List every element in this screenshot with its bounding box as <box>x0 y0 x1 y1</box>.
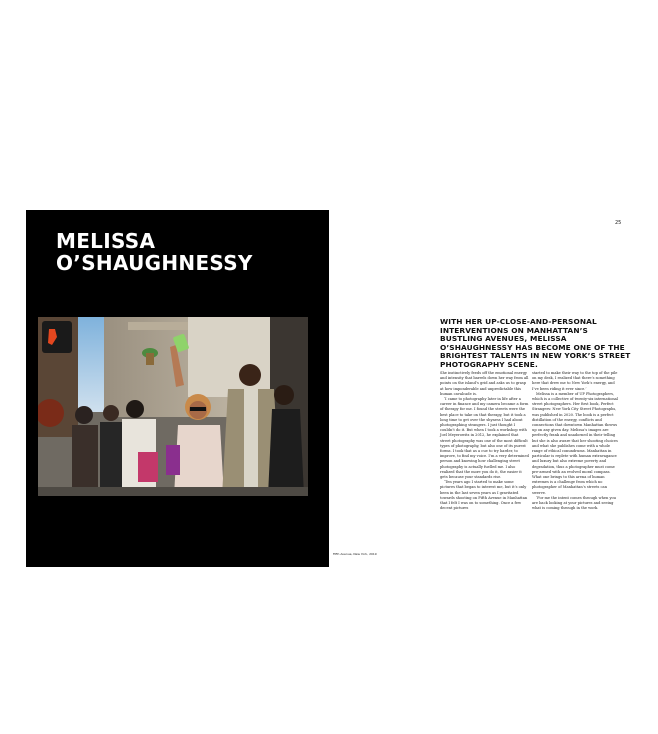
body-column-2 <box>532 371 621 511</box>
body-column-1 <box>440 371 529 511</box>
body-paragraph: She instinctively feeds off the emotional energy and intensity that barrels down her way from all points on the island’s grid and asks us to grasp at how imponderable and unpredictable this human cavalcade is. <box>440 371 529 396</box>
street-photo-illustration <box>38 317 308 496</box>
body-paragraph: ‘Ten years ago I started to make some pictures that began to interest me, but it’s only been in the last seven years as I gravitated towards shooting on Fifth Avenue in Manhattan that I felt I was on to something. Once a few decent pictures <box>440 480 528 511</box>
right-woman-head <box>274 385 294 405</box>
street-photograph <box>38 317 308 496</box>
man-head <box>239 364 261 386</box>
title-line-2: O’SHAUGHNESSY <box>56 251 253 275</box>
title-line-1: MELISSA <box>56 229 156 253</box>
photo-caption: Fifth Avenue, New York, 2019 <box>333 552 377 556</box>
body-paragraph: started to make their way to the top of the pile on my desk, I realized that there’s something here that drew me to New York’s energy, and I’ve been riding it ever since.’ <box>532 371 618 391</box>
sidewalk <box>38 487 308 496</box>
body-paragraph: ‘For me the intent comes through when you are back looking at your pictures and seeing what is coming through in the work. <box>532 495 616 511</box>
left-page-panel <box>26 210 329 567</box>
page-number: 25 <box>615 220 622 226</box>
crowd-head <box>126 400 144 418</box>
sunglasses <box>190 407 206 411</box>
crowd-head <box>103 405 119 421</box>
body-paragraph: ‘I came to photography later in life after a career in finance and my camera became a form of therapy for me. I found the streets were the best place to take on that therapy, but it took a long time to get over the shyness I had about photographing strangers. I just thought I couldn’t do it. But when I took a workshop with Joel Meyerowitz in 2012, he explained that street photography was one of the most difficult types of photography, but also one of its purest forms. I took that as a cue to try harder, to improve, to find my voice. I’m a very determined person and knowing how challenging street photography is actually fuelled me. I also realized that the more you do it, the easier it gets because your standards rise. <box>440 397 529 480</box>
crowd-person <box>72 425 98 496</box>
planter-stand <box>146 353 154 365</box>
woman-top <box>174 425 224 496</box>
man-shirt <box>244 389 258 496</box>
purple-bag <box>166 445 180 475</box>
sky <box>76 317 106 412</box>
crowd-head <box>75 406 93 424</box>
body-paragraph: Melissa is a member of UP Photographers, which is a collective of twenty-six international street photographers. Her first book, Perfect Strangers: New York City Street Photographs, was published in 2020. The book is a perfect distillation of the energy, conflicts and connections that downtown Manhattan throws up on any given day. Melissa’s images are perfectly frank and unadorned in their telling but she is also aware that her shooting choices and what she publishes come with a whole range of ethical conundrums. Manhattan in particular is replete with human extravagance and luxury but also extreme poverty and degradation, thus a photographer must come pre-armed with an evolved moral compass. What one brings to this arena of human extremes is a challenge from which no photographer of Manhattan’s streets can swerve. <box>532 391 618 495</box>
article-deck: WITH HER UP-CLOSE-AND-PERSONAL INTERVENTIONS ON MANHATTAN’S BUSTLING AVENUES, MELISSA O’SHAUGHNESSY HAS BECOME ONE OF THE BRIGHTEST TALENTS IN NEW YORK’S STREET PHOTOGRAPHY SCENE. <box>440 317 631 369</box>
striped-bag <box>138 452 158 482</box>
right-woman-top <box>268 409 304 496</box>
page-title <box>56 230 253 274</box>
